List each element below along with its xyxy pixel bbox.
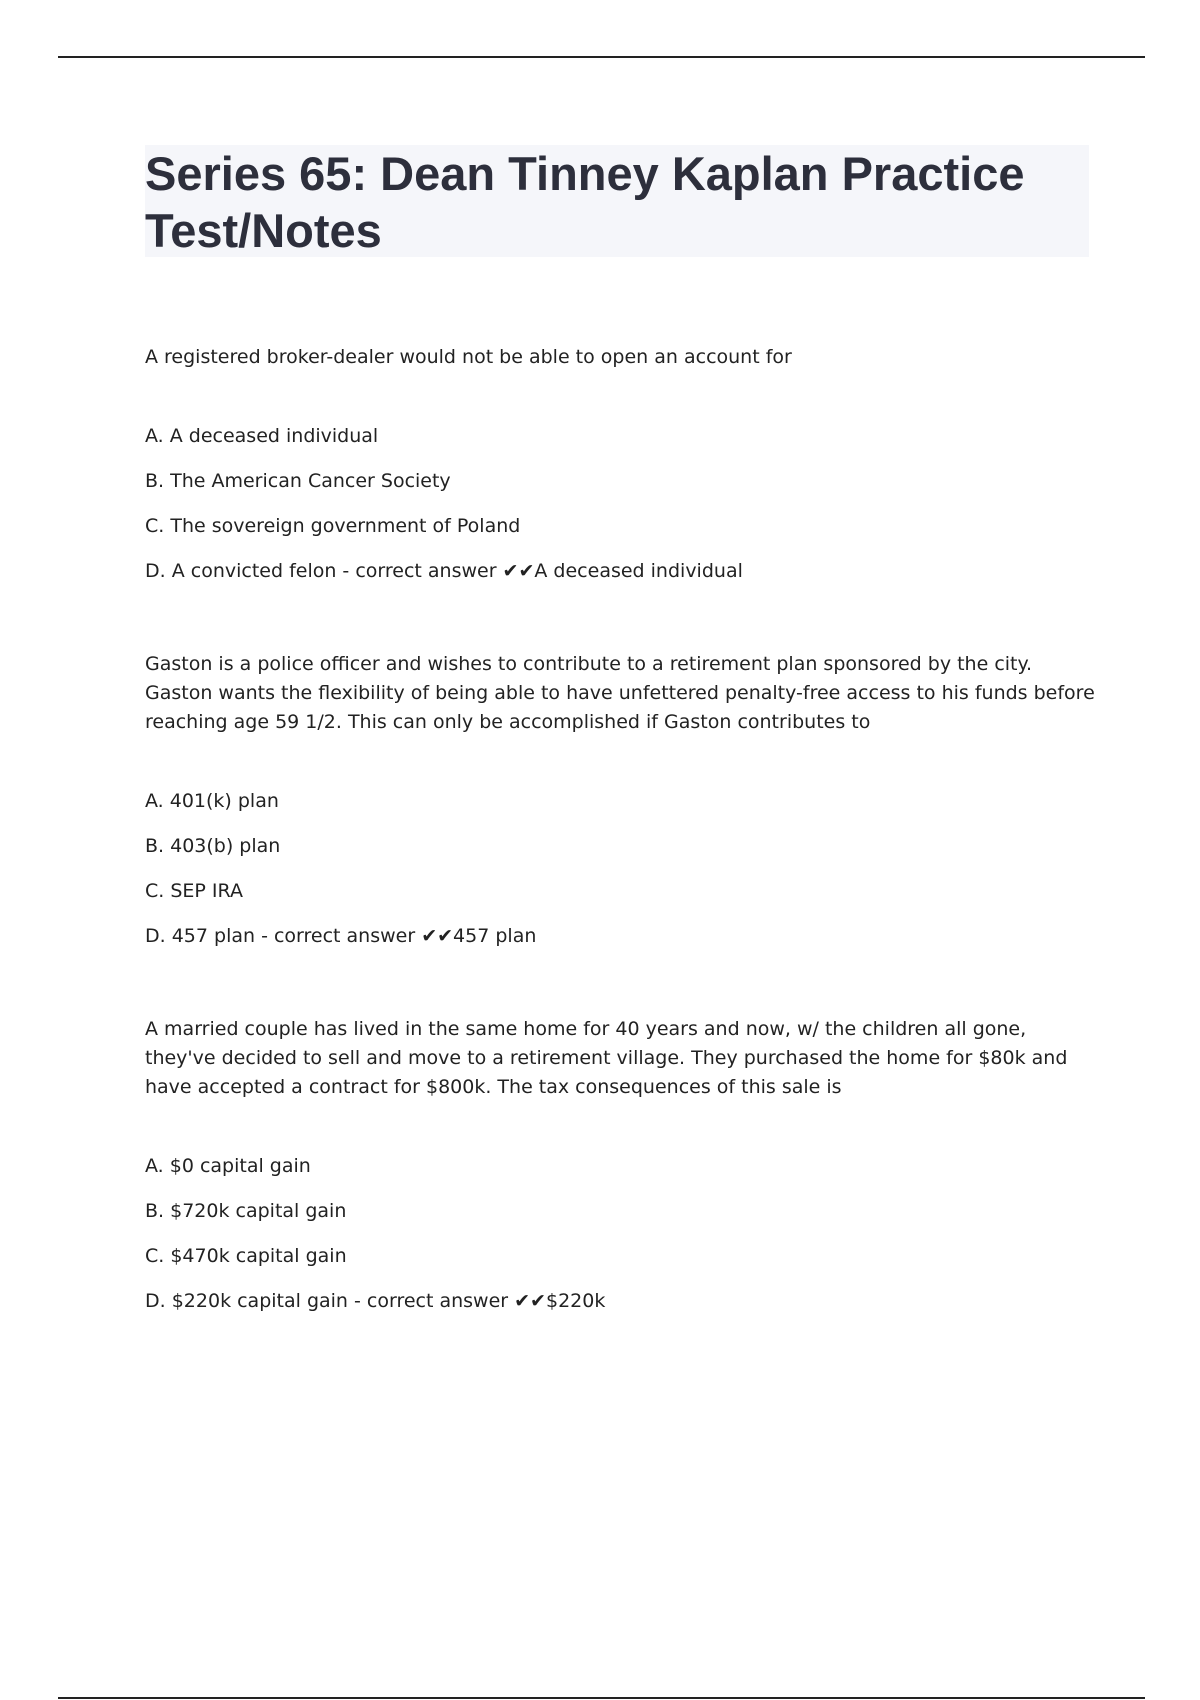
- option-a: A. 401(k) plan: [145, 790, 279, 812]
- question-text: A registered broker-dealer would not be able to open an account for: [145, 346, 792, 368]
- question-block: [145, 650, 1095, 951]
- answer-options: [145, 1152, 1095, 1316]
- option-b: B. 403(b) plan: [145, 835, 281, 857]
- option-c: C. The sovereign government of Poland: [145, 515, 521, 537]
- option-b: B. The American Cancer Society: [145, 470, 451, 492]
- question-block: [145, 343, 1095, 586]
- title-banner: [145, 145, 1089, 257]
- bottom-rule: [58, 1697, 1145, 1699]
- option-a: A. $0 capital gain: [145, 1155, 311, 1177]
- question-text: Gaston is a police officer and wishes to contribute to a retirement plan sponsored by the city. Gaston wants the flexibility of being able to have unfettered penalty-free access to his funds before reaching age 59 1/2. This can only be accomplished if Gaston contributes to: [145, 653, 1095, 733]
- page-title: Series 65: Dean Tinney Kaplan Practice Test/Notes: [145, 147, 1025, 257]
- answer-options: [145, 787, 1095, 951]
- option-d-with-answer: D. 457 plan - correct answer ✔✔457 plan: [145, 925, 537, 947]
- answer-options: [145, 422, 1095, 586]
- option-b: B. $720k capital gain: [145, 1200, 347, 1222]
- option-d-with-answer: D. $220k capital gain - correct answer ✔✔$220k: [145, 1290, 606, 1312]
- option-d-with-answer: D. A convicted felon - correct answer ✔✔A deceased individual: [145, 560, 743, 582]
- top-rule: [58, 56, 1145, 58]
- option-c: C. $470k capital gain: [145, 1245, 347, 1267]
- question-block: [145, 1015, 1095, 1316]
- option-a: A. A deceased individual: [145, 425, 379, 447]
- questions-content: [145, 343, 1095, 1332]
- question-text: A married couple has lived in the same home for 40 years and now, w/ the children all gone, they've decided to sell and move to a retirement village. They purchased the home for $80k and have accepted a contract for $800k. The tax consequences of this sale is: [145, 1018, 1068, 1098]
- option-c: C. SEP IRA: [145, 880, 243, 902]
